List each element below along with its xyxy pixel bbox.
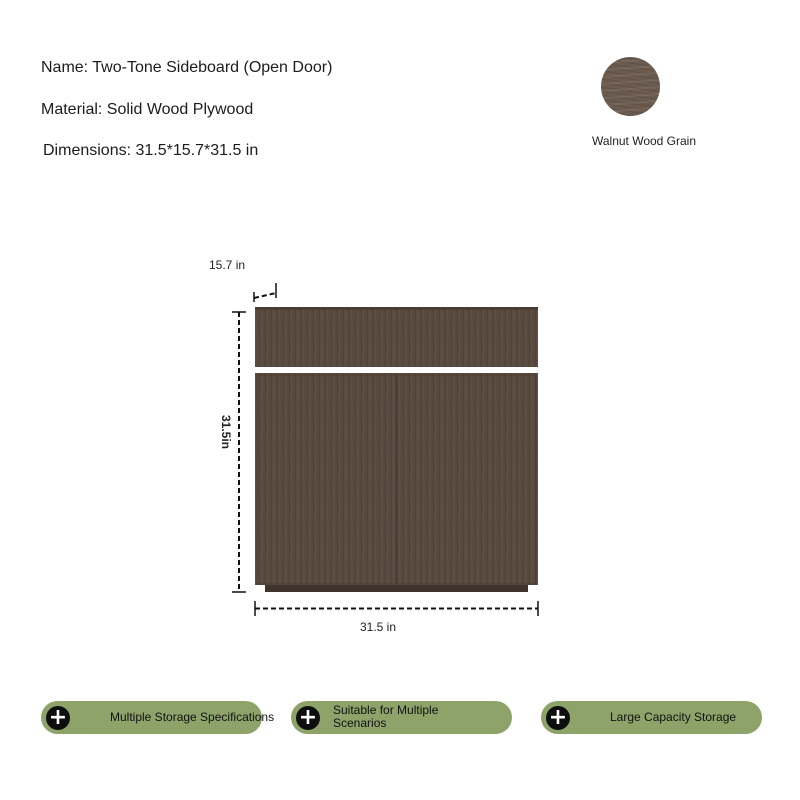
width-dimension-line — [255, 601, 538, 616]
spec-name: Name: Two-Tone Sideboard (Open Door) — [41, 59, 333, 76]
feature-pill-capacity — [541, 701, 762, 734]
spec-dimensions: Dimensions: 31.5*15.7*31.5 in — [43, 142, 259, 159]
height-dimension-line — [232, 312, 246, 592]
plus-icon: + — [46, 706, 70, 730]
swatch-label: Walnut Wood Grain — [591, 134, 697, 148]
feature-pill-storage-specs — [41, 701, 275, 734]
feature-label: Multiple Storage Specifications — [110, 710, 275, 724]
feature-pill-scenarios — [291, 701, 512, 734]
depth-label: 15.7 in — [209, 258, 246, 272]
feature-label: Large Capacity Storage — [610, 710, 737, 724]
width-label: 31.5 in — [359, 620, 397, 634]
spec-material: Material: Solid Wood Plywood — [41, 101, 254, 118]
feature-label: Suitable for Multiple Scenarios — [333, 703, 439, 730]
cabinet-top — [255, 309, 538, 367]
height-label: 31.5in — [219, 414, 233, 450]
cabinet-plinth — [265, 585, 528, 592]
plus-icon: + — [546, 706, 570, 730]
depth-dimension-line — [254, 283, 276, 302]
plus-icon: + — [296, 706, 320, 730]
